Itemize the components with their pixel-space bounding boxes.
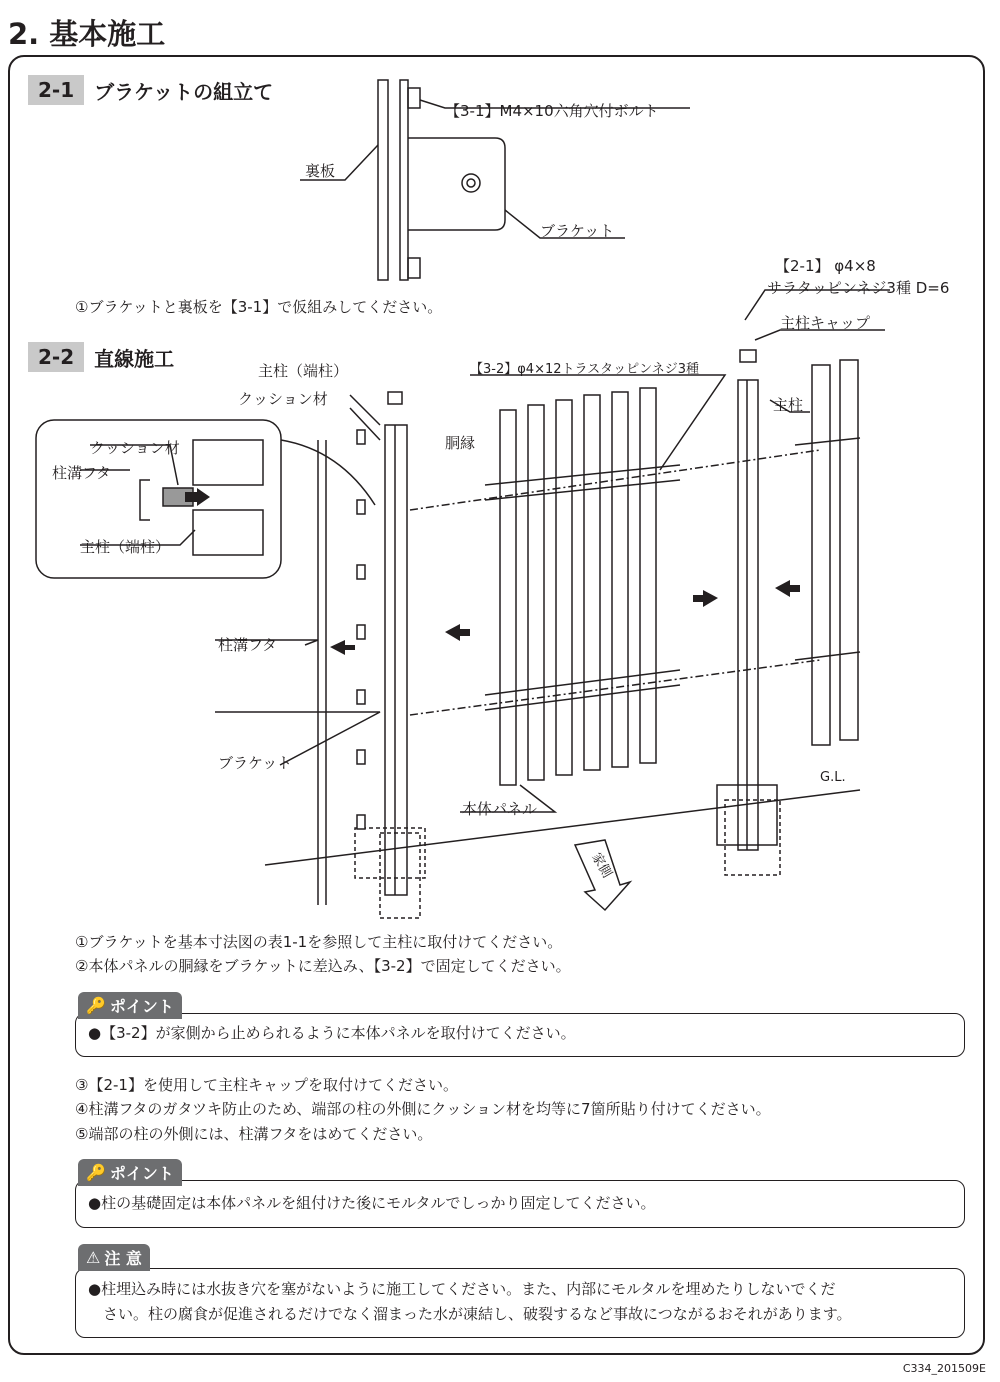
point-text: ●【3-2】が家側から止められるように本体パネルを取付けてください。 [88, 1024, 576, 1042]
step-2: ②本体パネルの胴縁をブラケットに差込み、【3-2】で固定してください。 [75, 957, 571, 975]
fence-diagram [36, 290, 890, 918]
tab-label: 注 意 [104, 1249, 142, 1268]
section-2-2-heading [28, 342, 174, 372]
label-gl: G.L. [820, 770, 846, 785]
label-screw-2-1-type: サラタッピンネジ3種 D=6 [767, 279, 950, 297]
label-cushion: クッション材 [238, 390, 328, 408]
step-1: ①ブラケットを基本寸法図の表1-1を参照して主柱に取付けてください。 [75, 933, 563, 951]
section-number: 2-1 [28, 75, 84, 105]
point-tab-2 [78, 1159, 182, 1186]
point-box-2 [75, 1180, 965, 1228]
tab-label: ポイント [109, 1164, 174, 1183]
label-end-post: 主柱（端柱） [258, 362, 349, 380]
caution-tab [78, 1244, 150, 1271]
label-rail: 胴縁 [445, 434, 476, 452]
section-2-1-heading [28, 75, 273, 105]
label-screw-2-1: 【2-1】 φ4×8 [775, 257, 876, 275]
step-5: ⑤端部の柱の外側には、柱溝フタをはめてください。 [75, 1125, 433, 1143]
section-title: ブラケットの組立て [94, 79, 274, 104]
caution-box [75, 1268, 965, 1338]
label-groove-cover: 柱溝フタ [218, 636, 277, 654]
page-title: 2. 基本施工 [8, 17, 166, 51]
point-text: ●柱の基礎固定は本体パネルを組付けた後にモルタルでしっかり固定してください。 [88, 1194, 656, 1212]
point-box-1 [75, 1013, 965, 1057]
caution-line: さい。柱の腐食が促進されるだけでなく溜まった水が凍結し、破裂するなど事故につながるおそれがあります。 [88, 1305, 852, 1323]
inset-label-cushion: クッション材 [90, 439, 180, 457]
section-number: 2-2 [28, 342, 84, 372]
inset-label-cover: 柱溝フタ [52, 464, 111, 482]
section-title: 直線施工 [94, 346, 175, 371]
label-post: 主柱 [773, 396, 804, 414]
label-bracket: ブラケット [540, 222, 615, 240]
label-house-side: 家側 [588, 850, 615, 881]
key-icon: 🔑 [86, 1163, 106, 1182]
step-4: ④柱溝フタのガタツキ防止のため、端部の柱の外側にクッション材を均等に7箇所貼り付けてください。 [75, 1100, 771, 1118]
tab-label: ポイント [109, 997, 174, 1016]
label-bolt: 【3-1】M4×10六角穴付ボルト [445, 102, 659, 120]
warning-icon: ⚠ [86, 1248, 101, 1267]
label-screw-3-2: 【3-2】φ4×12トラスタッピンネジ3種 [470, 362, 700, 377]
step-3: ③【2-1】を使用して主柱キャップを取付けてください。 [75, 1076, 458, 1094]
label-post-cap: 主柱キャップ [780, 314, 871, 332]
caution-line: ●柱埋込み時には水抜き穴を塞がないように施工してください。また、内部にモルタルを埋めたりしないでくだ [88, 1280, 836, 1298]
document-code: C334_201509E [902, 1362, 986, 1375]
inset-label-post: 主柱（端柱） [80, 538, 171, 556]
caption-2-1: ①ブラケットと裏板を【3-1】で仮組みしてください。 [75, 298, 443, 316]
label-panel: 本体パネル [462, 800, 538, 818]
label-back-plate: 裏板 [305, 162, 336, 180]
key-icon: 🔑 [86, 996, 106, 1015]
label-bracket-2: ブラケット [218, 754, 293, 772]
point-tab-1 [78, 992, 182, 1019]
